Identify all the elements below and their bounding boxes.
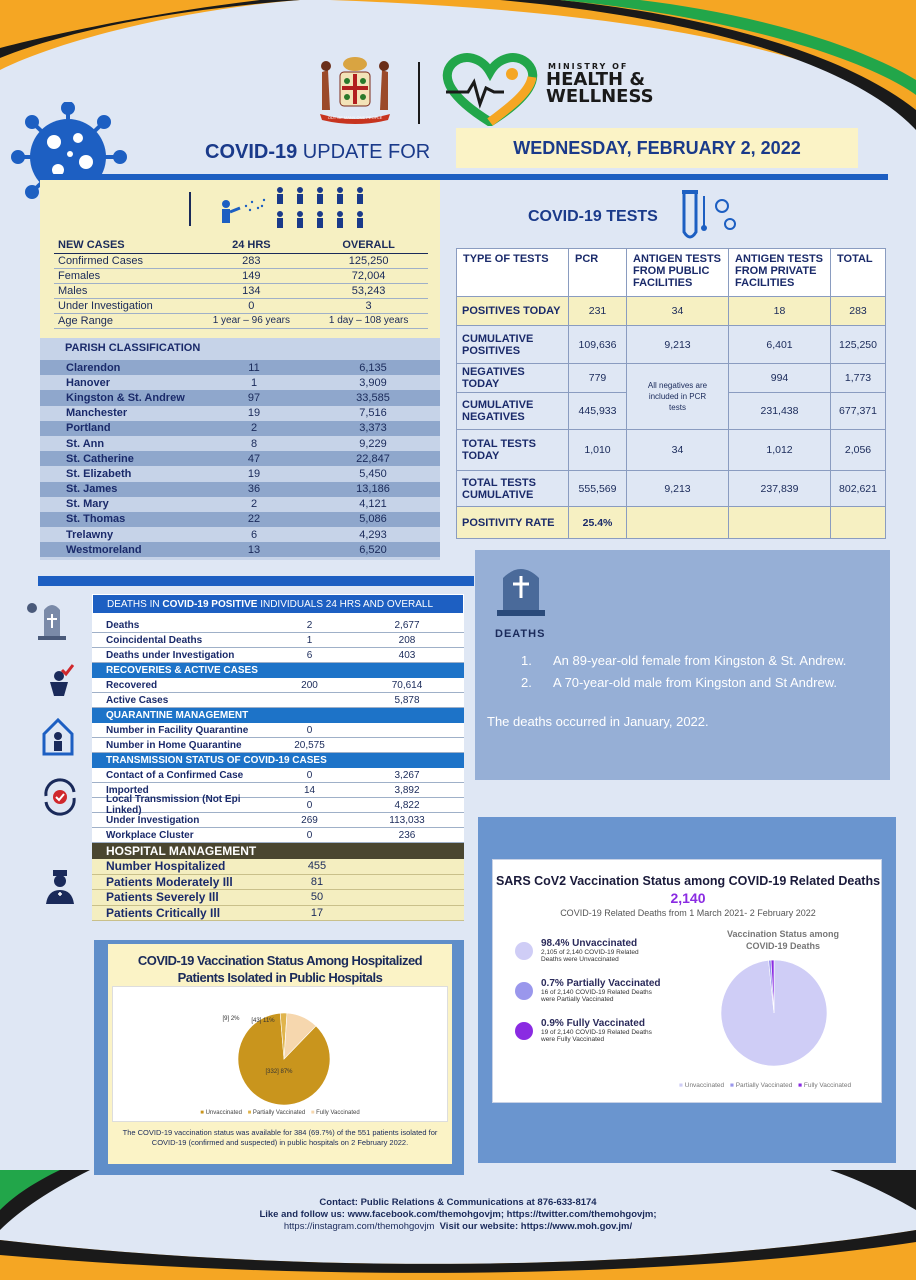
parish-overall: 3,373 [359, 422, 387, 435]
vacc-deaths-title: SARS CoV2 Vaccination Status among COVID-19 Related Deaths [495, 874, 881, 888]
cell-pcr: 779 [569, 364, 627, 393]
pie-slice-label: [332] 87% [265, 1069, 293, 1075]
list-item [40, 375, 440, 390]
row-24h: 20,575 [294, 739, 325, 751]
parish-24h: 22 [247, 513, 261, 526]
table-row [92, 906, 464, 922]
tombstone-icon [22, 594, 82, 642]
title-rest: UPDATE FOR [297, 141, 431, 163]
parish-overall: 9,229 [359, 437, 387, 450]
empty-cell [729, 507, 831, 539]
vacc-hosp-chart-area [112, 986, 448, 1122]
pie-title-2: COVID-19 Deaths [745, 941, 821, 951]
table-row [92, 890, 464, 906]
deaths-box [475, 550, 890, 780]
cell-public-note: All negatives are included in PCR tests [627, 364, 729, 430]
header-antigen-public: ANTIGEN TESTS FROM PUBLIC FACILITIES [627, 249, 729, 297]
transmission-section-title: TRANSMISSION STATUS OF COVID-19 CASES [92, 753, 464, 768]
footer-links [0, 1221, 916, 1233]
pie-slice-label: [43] 11% [251, 1018, 275, 1024]
row-label: CUMULATIVE NEGATIVES [457, 393, 569, 430]
deaths-heading: DEATHS [495, 628, 546, 640]
parish-24h: 97 [247, 391, 261, 404]
page-title [205, 141, 430, 164]
row-label: Recovered [106, 679, 158, 691]
row-24h: 134 [194, 283, 310, 298]
row-label: Contact of a Confirmed Case [106, 769, 244, 781]
jamaica-coat-of-arms-logo [312, 52, 398, 128]
hospital-section-title: HOSPITAL MANAGEMENT [92, 843, 464, 859]
vacc-hosp-footnote: The COVID-19 vaccination status was available for 384 (69.7%) of the 551 patients isolated for COVID-19 (confirmed and suspected) in public hospitals on 2 February 2022. [122, 1128, 438, 1147]
footer-contact: Contact: Public Relations & Communications at 876-633-8174 [319, 1197, 597, 1208]
cell-pcr: 555,569 [569, 471, 627, 507]
vacc-deaths-frame [478, 817, 896, 1163]
death-item-text: A 70-year-old male from Kingston and St Andrew. [553, 675, 837, 690]
header-divider [418, 62, 420, 124]
parish-panel [40, 338, 440, 560]
row-overall: 125,250 [309, 253, 428, 268]
row-label: Number in Facility Quarantine [106, 724, 249, 736]
parish-list [40, 360, 440, 557]
row-label: Local Transmission (Not Epi Linked) [106, 794, 241, 816]
cell-total: 125,250 [831, 326, 886, 364]
cell-total: 283 [831, 297, 886, 326]
cell-pcr: 1,010 [569, 430, 627, 471]
row-overall: 3,892 [394, 784, 420, 796]
parish-overall: 5,086 [359, 513, 387, 526]
quarantine-section-title: QUARANTINE MANAGEMENT [92, 708, 464, 723]
parish-title: PARISH CLASSIFICATION [65, 342, 201, 354]
legend-swatch-icon: ■ [247, 1110, 252, 1116]
row-24h: 0 [306, 724, 313, 736]
parish-24h: 8 [250, 437, 258, 450]
list-item: 2. A 70-year-old male from Kingston and St Andrew. [521, 675, 837, 690]
cell-private: 231,438 [729, 393, 831, 430]
pie2-legend [113, 1110, 447, 1116]
item-sub2: were Fully Vaccinated [541, 1036, 605, 1043]
legend-label: Partially Vaccinated [252, 1110, 306, 1116]
vacc-hosp-frame [94, 940, 464, 1175]
list-item: 1. An 89-year-old female from Kingston & St. Andrew. [521, 653, 847, 668]
stats-panel [92, 594, 464, 921]
parish-name: St. James [66, 483, 118, 496]
row-label: Under Investigation [106, 814, 200, 826]
cell-public: 34 [627, 430, 729, 471]
row-label: Workplace Cluster [106, 829, 194, 841]
report-date: WEDNESDAY, FEBRUARY 2, 2022 [456, 128, 858, 168]
parish-overall: 6,135 [359, 361, 387, 374]
row-24h: 14 [303, 784, 316, 796]
tests-panel [442, 180, 888, 555]
table-row [54, 298, 428, 313]
quarantine-house-icon [40, 716, 76, 756]
cell-private: 6,401 [729, 326, 831, 364]
new-cases-header-row [54, 238, 428, 253]
empty-cell [831, 507, 886, 539]
footer [0, 1197, 916, 1233]
parish-overall: 4,293 [359, 528, 387, 541]
tests-header-row [457, 249, 886, 297]
legend-swatch-icon: ■ [729, 1082, 734, 1089]
parish-name: Hanover [66, 376, 111, 389]
list-item [515, 978, 661, 1003]
table-row [92, 859, 464, 875]
vacc-deaths-total: 2,140 [670, 890, 706, 906]
nurse-icon [42, 868, 78, 906]
row-overall: 2,677 [394, 619, 420, 631]
cell-private: 237,839 [729, 471, 831, 507]
list-item [515, 938, 661, 963]
parish-24h: 47 [247, 452, 261, 465]
row-overall: 113,033 [389, 814, 425, 826]
parish-overall: 33,585 [356, 391, 390, 404]
row-24h: 0 [194, 298, 310, 313]
row-overall: 72,004 [309, 268, 428, 283]
parish-overall: 13,186 [356, 483, 390, 496]
new-cases-panel [40, 180, 440, 338]
row-label: Number Hospitalized [106, 859, 226, 874]
tombstone-icon [493, 560, 549, 620]
deaths-title-pre: DEATHS IN [107, 599, 163, 610]
cell-total: 802,621 [831, 471, 886, 507]
deaths-title-bold: COVID-19 POSITIVE [162, 599, 258, 610]
parish-overall: 22,847 [356, 452, 390, 465]
table-row [92, 723, 464, 738]
cell-total: 2,056 [831, 430, 886, 471]
legend-label: Unvaccinated [684, 1082, 725, 1089]
list-item [40, 451, 440, 466]
row-label: Patients Severely Ill [106, 890, 219, 905]
header-overall: OVERALL [309, 238, 428, 253]
row-overall: 5,878 [394, 694, 420, 706]
cell-private: 994 [729, 364, 831, 393]
table-row [92, 618, 464, 633]
parish-overall: 3,909 [359, 376, 387, 389]
ministry-wordmark [546, 62, 654, 106]
row-24h: 0 [306, 769, 313, 781]
table-row [92, 794, 464, 816]
parish-name: Kingston & St. Andrew [66, 391, 185, 404]
row-label: Under Investigation [54, 298, 194, 313]
table-row [92, 875, 464, 891]
parish-overall: 5,450 [359, 467, 387, 480]
section-rule [38, 576, 474, 586]
header-new-cases: NEW CASES [54, 238, 194, 253]
legend-label: Unvaccinated [205, 1110, 242, 1116]
table-row [457, 297, 886, 326]
vacc-hosp-card [108, 944, 452, 1164]
list-item [40, 390, 440, 405]
row-overall: 4,822 [394, 799, 420, 811]
table-row [457, 430, 886, 471]
deaths-section-title [92, 594, 464, 614]
row-24h: 1 [306, 634, 313, 646]
header-antigen-private: ANTIGEN TESTS FROM PRIVATE FACILITIES [729, 249, 831, 297]
parish-name: St. Elizabeth [66, 467, 132, 480]
cell-total: 677,371 [831, 393, 886, 430]
table-row [457, 471, 886, 507]
vacc-deaths-legend-list [515, 938, 661, 1043]
row-label: Deaths under Investigation [106, 649, 235, 661]
table-row [92, 768, 464, 783]
row-value: 455 [307, 860, 327, 873]
table-row [92, 813, 464, 828]
table-row [54, 283, 428, 298]
item-sub2: were Partially Vaccinated [541, 996, 614, 1003]
parish-name: Westmoreland [66, 543, 142, 556]
item-head: 98.4% Unvaccinated [541, 938, 638, 949]
parish-name: St. Ann [66, 437, 105, 450]
parish-name: St. Thomas [66, 513, 126, 526]
row-24h: 0 [306, 799, 313, 811]
legend-swatch-icon: ■ [798, 1082, 803, 1089]
parish-name: Portland [66, 422, 111, 435]
row-label: Patients Moderately Ill [106, 874, 233, 889]
row-label: CUMULATIVE POSITIVES [457, 326, 569, 364]
row-24h: 283 [194, 253, 310, 268]
cell-private: 18 [729, 297, 831, 326]
item-head: 0.7% Partially Vaccinated [541, 978, 661, 989]
parish-24h: 19 [247, 407, 261, 420]
table-row [457, 326, 886, 364]
deaths-title-post: INDIVIDUALS 24 HRS AND OVERALL [257, 599, 434, 610]
row-overall: 70,614 [391, 679, 423, 691]
deaths-note: The deaths occurred in January, 2022. [487, 714, 709, 729]
table-row [54, 253, 428, 268]
parish-24h: 1 [250, 376, 258, 389]
parish-overall: 4,121 [359, 498, 387, 511]
row-24h: 2 [306, 619, 313, 631]
ministry-line-2: HEALTH & [546, 69, 646, 90]
row-overall: 3,267 [394, 769, 420, 781]
table-row [92, 828, 464, 843]
row-label: Deaths [106, 619, 140, 631]
recoveries-section-title: RECOVERIES & ACTIVE CASES [92, 663, 464, 678]
list-item [40, 542, 440, 557]
parish-overall: 6,520 [359, 543, 387, 556]
parish-name: St. Catherine [66, 452, 134, 465]
row-label: Age Range [54, 313, 194, 328]
row-24h: 0 [306, 829, 313, 841]
table-row [92, 678, 464, 693]
table-row [92, 738, 464, 753]
tests-table-wrap [456, 248, 886, 539]
table-row [92, 648, 464, 663]
recovered-person-icon [44, 662, 74, 702]
pie-legend [493, 1082, 883, 1089]
cell-total: 1,773 [831, 364, 886, 393]
row-label: Number in Home Quarantine [106, 739, 242, 751]
legend-label: Fully Vaccinated [316, 1110, 360, 1116]
row-overall: 53,243 [309, 283, 428, 298]
list-item [40, 527, 440, 542]
table-row [54, 313, 428, 328]
vacc-hosp-title [108, 952, 452, 986]
row-label: Patients Critically Ill [106, 905, 221, 920]
death-item-text: An 89-year-old female from Kingston & St. Andrew. [553, 653, 847, 668]
pie-title [699, 928, 867, 952]
new-cases-table [54, 238, 428, 329]
item-sub1: 16 of 2,140 COVID-19 Related Deaths [541, 989, 652, 996]
pie-title-1: Vaccination Status among [726, 929, 840, 939]
header-24hrs: 24 HRS [194, 238, 310, 253]
row-label: Imported [106, 784, 149, 796]
vacc-deaths-subtitle: COVID-19 Related Deaths from 1 March 2021- 2 February 2022 [560, 908, 816, 918]
row-24h: 1 year – 96 years [194, 313, 310, 328]
row-value: 81 [310, 875, 324, 888]
coat-motto: OUT OF MANY ONE PEOPLE [327, 115, 383, 120]
row-label: Females [54, 268, 194, 283]
vacc-hosp-title-1: COVID-19 Vaccination Status Among Hospitalized [137, 953, 423, 968]
row-label: Confirmed Cases [54, 253, 194, 268]
legend-label: Partially Vaccinated [735, 1082, 793, 1089]
item-sub2: Deaths were Unvaccinated [541, 956, 619, 963]
legend-swatch-icon: ■ [310, 1110, 315, 1116]
vacc-deaths-card [492, 859, 882, 1103]
row-label: NEGATIVES TODAY [457, 364, 569, 393]
new-cases-table-wrap [54, 238, 428, 329]
item-head: 0.9% Fully Vaccinated [541, 1018, 645, 1029]
parish-name: Trelawny [66, 528, 114, 541]
parish-24h: 19 [247, 467, 261, 480]
row-overall: 208 [398, 634, 416, 646]
empty-cell [627, 507, 729, 539]
row-value: 17 [310, 906, 324, 919]
ministry-heart-logo [440, 52, 540, 126]
list-item [40, 466, 440, 481]
list-item [40, 497, 440, 512]
row-value: 50 [310, 891, 324, 904]
instagram-link[interactable]: https://instagram.com/themohgovjm [283, 1221, 435, 1232]
row-24h: 200 [301, 679, 318, 691]
row-label: TOTAL TESTS CUMULATIVE [457, 471, 569, 507]
parish-name: Manchester [66, 407, 128, 420]
parish-24h: 11 [248, 361, 260, 374]
list-item [515, 1018, 661, 1043]
legend-swatch-icon: ■ [679, 1082, 683, 1089]
ministry-line-1: MINISTRY OF [548, 62, 629, 71]
cell-public: 9,213 [627, 326, 729, 364]
item-sub1: 2,105 of 2,140 COVID-19 Related [541, 949, 639, 956]
cell-public: 34 [627, 297, 729, 326]
parish-24h: 6 [250, 528, 258, 541]
list-item [40, 406, 440, 421]
cell-pcr: 109,636 [569, 326, 627, 364]
row-label: POSITIVES TODAY [457, 297, 569, 326]
row-label: Active Cases [106, 694, 169, 706]
row-overall: 403 [398, 649, 416, 661]
unvaccinated-dot-icon [515, 942, 533, 960]
fully-vaccinated-dot-icon [515, 1022, 533, 1040]
parish-name: Clarendon [66, 361, 121, 374]
table-row [54, 268, 428, 283]
partially-vaccinated-dot-icon [515, 982, 533, 1000]
legend-label: Fully Vaccinated [803, 1082, 852, 1089]
parish-24h: 36 [247, 483, 261, 496]
row-24h: 6 [306, 649, 313, 661]
row-label: Coincidental Deaths [106, 634, 203, 646]
people-spray-icon [176, 182, 376, 238]
table-row [92, 693, 464, 708]
row-label: POSITIVITY RATE [457, 507, 569, 539]
deaths-list [521, 650, 846, 694]
ministry-line-3: WELLNESS [546, 86, 654, 107]
row-24h: 269 [301, 814, 318, 826]
header-total: TOTAL [831, 249, 886, 297]
vacc-hosp-pie-chart [209, 989, 359, 1107]
cell-pcr: 25.4% [569, 507, 627, 539]
vacc-hosp-title-2: Patients Isolated in Public Hospitals [177, 970, 383, 985]
row-label: Males [54, 283, 194, 298]
transmission-cycle-icon [38, 776, 82, 816]
header-type: TYPE OF TESTS [457, 249, 569, 297]
parish-24h: 2 [250, 498, 258, 511]
item-sub1: 19 of 2,140 COVID-19 Related Deaths [541, 1029, 652, 1036]
parish-24h: 13 [247, 543, 261, 556]
table-row [457, 507, 886, 539]
row-overall: 3 [309, 298, 428, 313]
website-link[interactable]: Visit our website: https://www.moh.gov.jm/ [439, 1221, 633, 1232]
test-tube-icon [676, 186, 740, 246]
table-row [457, 364, 886, 393]
tests-title: COVID-19 TESTS [528, 208, 658, 225]
vacc-deaths-pie-chart [719, 954, 829, 1072]
tests-table [456, 248, 886, 539]
cell-public: 9,213 [627, 471, 729, 507]
row-overall: 236 [398, 829, 416, 841]
footer-follow[interactable]: Like and follow us: www.facebook.com/themohgovjm; https://twitter.com/themohgovjm; [259, 1209, 657, 1220]
legend-swatch-icon: ■ [200, 1110, 204, 1116]
list-item [40, 436, 440, 451]
title-bold: COVID-19 [205, 141, 298, 163]
cell-private: 1,012 [729, 430, 831, 471]
parish-24h: 2 [250, 422, 258, 435]
parish-overall: 7,516 [359, 407, 387, 420]
list-item [40, 360, 440, 375]
cell-pcr: 445,933 [569, 393, 627, 430]
row-overall: 1 day – 108 years [309, 313, 428, 328]
row-24h: 149 [194, 268, 310, 283]
list-item [40, 421, 440, 436]
pie-slice-label: [9] 2% [222, 1016, 240, 1022]
parish-name: St. Mary [66, 498, 109, 511]
row-label: TOTAL TESTS TODAY [457, 430, 569, 471]
header-pcr: PCR [569, 249, 627, 297]
list-item [40, 512, 440, 527]
list-item [40, 482, 440, 497]
cell-pcr: 231 [569, 297, 627, 326]
table-row [92, 633, 464, 648]
